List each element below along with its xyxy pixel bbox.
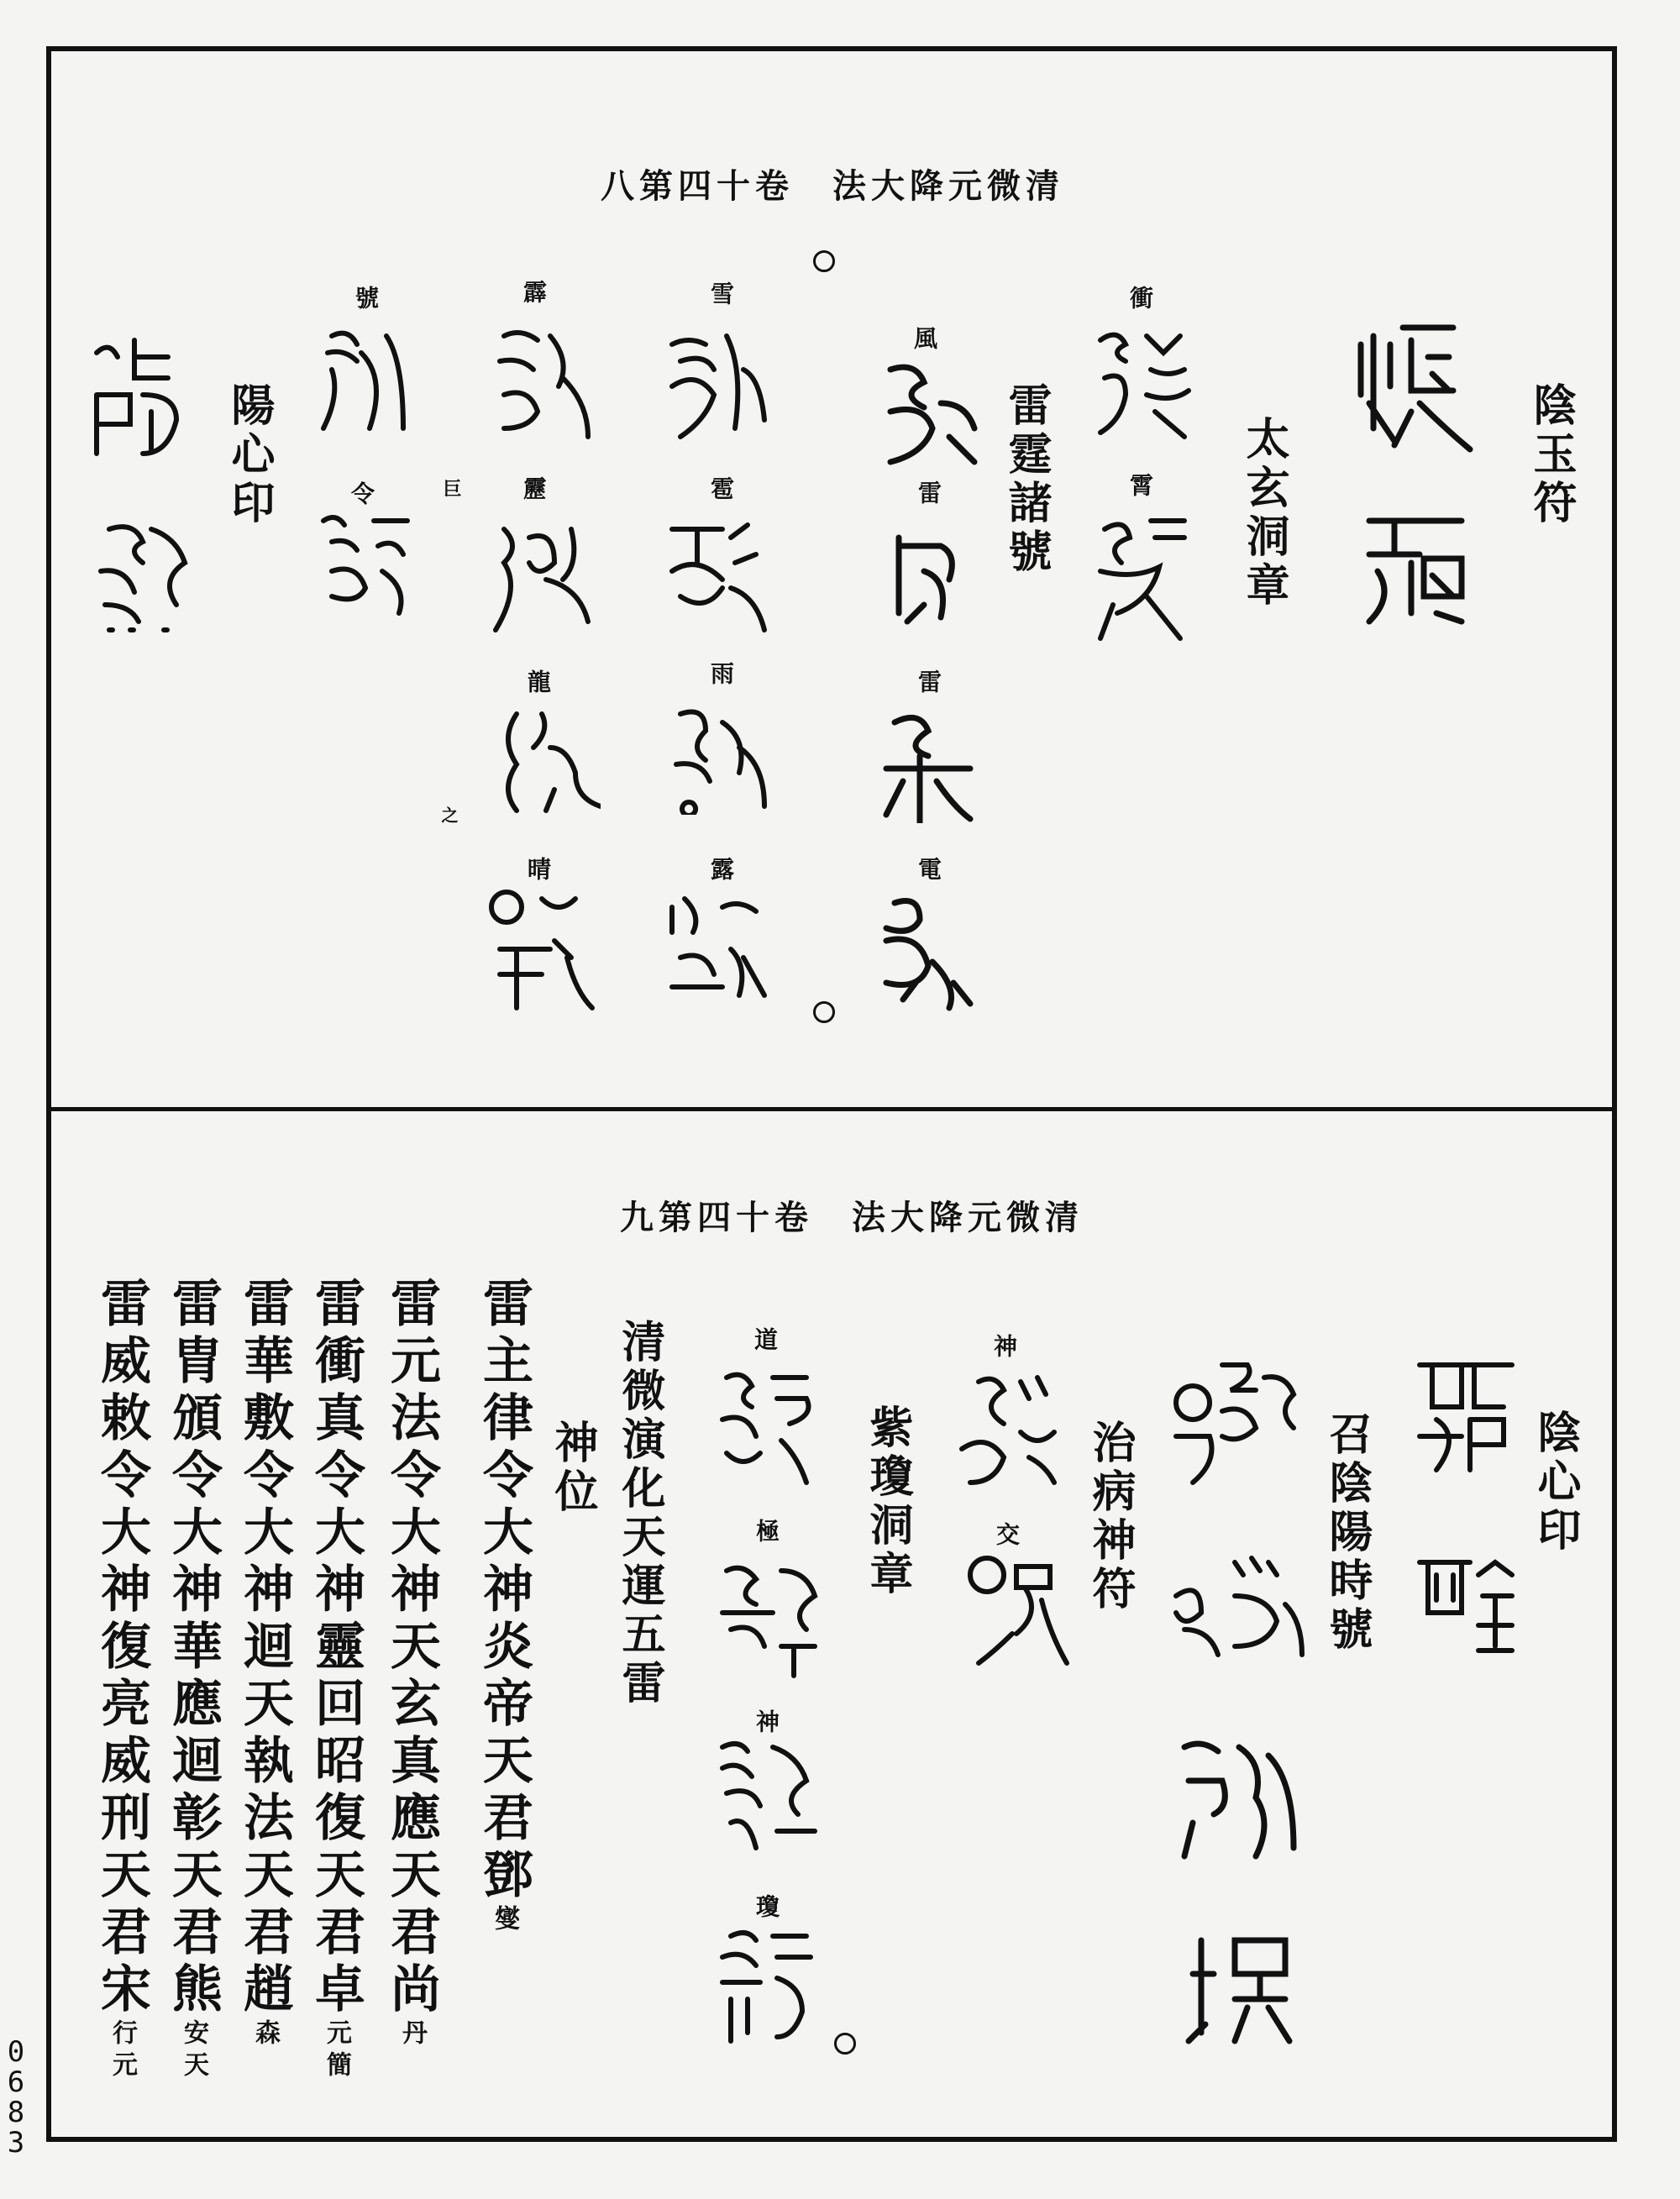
col-yinyufu: 陰玉符 xyxy=(1525,382,1577,528)
shenwei-title: 雷威敕令大神復亮威刑天君宋 xyxy=(92,1277,151,2019)
seal-glyph xyxy=(1352,319,1478,458)
char-label: 雨 xyxy=(707,661,735,685)
col-qingwei: 清微演化天運五雷 xyxy=(614,1319,665,1708)
seal-glyph xyxy=(1176,1730,1302,1865)
col-leiting: 雷霆諸號 xyxy=(1000,382,1052,577)
char-label: 霹 xyxy=(520,280,548,303)
shenwei-note: 森 xyxy=(250,2019,280,2051)
seal-glyph xyxy=(491,697,601,815)
seal-glyph xyxy=(1168,1352,1302,1487)
shenwei-title: 雷衝真令大神靈回昭復天君卓 xyxy=(307,1277,365,2019)
circle-mark xyxy=(834,2033,856,2055)
seal-glyph xyxy=(1088,504,1197,647)
char-label: 令 xyxy=(348,481,375,505)
page-divider xyxy=(46,1107,1617,1111)
shenwei-title: 雷華敷令大神迴天執法天君趙 xyxy=(235,1277,294,2019)
seal-glyph xyxy=(714,1919,823,2045)
shenwei-title: 雷元法令大神天玄真應天君尚 xyxy=(382,1277,441,2019)
shenwei-entry xyxy=(164,1277,223,2083)
seal-glyph xyxy=(664,512,773,638)
seal-glyph xyxy=(664,697,773,815)
char-label: 霄 xyxy=(1126,473,1154,496)
seal-glyph xyxy=(869,890,979,1016)
page-number: 0683 xyxy=(7,2035,25,2160)
char-label: 電 xyxy=(915,857,942,880)
shenwei-note: 行元 xyxy=(108,2019,137,2083)
seal-glyph xyxy=(714,1730,823,1856)
seal-glyph xyxy=(664,319,773,445)
seal-glyph xyxy=(1184,1923,1302,2049)
seal-glyph xyxy=(664,890,773,1000)
shenwei-note: 元簡 xyxy=(322,2019,351,2083)
char-label: 龍 xyxy=(524,669,552,693)
char-label: 雷 xyxy=(915,669,942,693)
char-label: 號 xyxy=(352,286,380,309)
seal-glyph xyxy=(962,1550,1071,1667)
shenwei-note: 安天 xyxy=(179,2019,208,2083)
seal-glyph xyxy=(1361,504,1470,626)
col-taixuan: 太玄洞章 xyxy=(1238,416,1289,611)
col-yinxin: 陰心印 xyxy=(1530,1409,1581,1556)
seal-glyph xyxy=(487,512,596,638)
seal-glyph xyxy=(92,512,193,638)
seal-glyph xyxy=(315,319,416,437)
seal-glyph xyxy=(315,504,416,622)
shenwei-note: 丹 xyxy=(397,2019,427,2051)
circle-mark xyxy=(813,1001,835,1023)
top-header: 八第四十卷 法大降元微清 xyxy=(601,166,1064,206)
char-label: 之 xyxy=(438,806,459,823)
char-label: 雪 xyxy=(707,281,735,305)
shenwei-title: 雷胄頒令大神華應迴彰天君熊 xyxy=(164,1277,223,2019)
char-label: 雹 xyxy=(707,476,735,500)
char-label: 交 xyxy=(993,1522,1021,1546)
col-ziqiong: 紫瓊洞章 xyxy=(862,1404,913,1599)
col-zhaoyinyang: 召陰陽時號 xyxy=(1321,1411,1373,1655)
char-label: 露 xyxy=(707,857,735,880)
shenwei-entry xyxy=(307,1277,365,2083)
col-yangxin: 陽心印 xyxy=(223,382,275,528)
seal-glyph xyxy=(1411,1550,1520,1667)
seal-glyph xyxy=(878,706,979,823)
circle-mark xyxy=(813,250,835,272)
seal-glyph xyxy=(714,1554,823,1680)
seal-glyph xyxy=(1088,319,1197,445)
char-label: 晴 xyxy=(524,857,552,880)
char-label: 靂 xyxy=(520,476,548,500)
shenwei-title: 雷主律令大神炎帝天君鄧 xyxy=(475,1277,533,1905)
char-label: 瓊 xyxy=(753,1894,780,1918)
seal-glyph xyxy=(710,1361,819,1487)
char-label: 神 xyxy=(990,1334,1018,1357)
seal-glyph xyxy=(1168,1546,1310,1672)
shenwei-entry xyxy=(235,1277,294,2051)
bottom-header: 九第四十卷 法大降元微清 xyxy=(620,1198,1084,1237)
char-label: 風 xyxy=(911,326,938,349)
seal-glyph xyxy=(953,1365,1063,1491)
col-shenwei: 神位 xyxy=(547,1420,598,1517)
shenwei-entry xyxy=(92,1277,151,2083)
char-label: 神 xyxy=(753,1709,780,1733)
col-zhibing: 治病神符 xyxy=(1084,1420,1136,1614)
seal-glyph xyxy=(487,319,596,445)
seal-glyph xyxy=(874,353,983,470)
char-label: 極 xyxy=(753,1519,780,1542)
seal-glyph xyxy=(1411,1352,1520,1478)
shenwei-entry xyxy=(475,1277,533,1937)
seal-glyph xyxy=(874,529,974,630)
char-label: 巨 xyxy=(440,479,462,497)
seal-glyph xyxy=(483,882,601,1012)
shenwei-note: 燮 xyxy=(490,1905,519,1937)
char-label: 衝 xyxy=(1126,286,1154,309)
char-label: 道 xyxy=(751,1327,779,1351)
shenwei-entry xyxy=(382,1277,441,2051)
char-label: 雷 xyxy=(915,480,942,504)
seal-glyph xyxy=(88,328,197,462)
